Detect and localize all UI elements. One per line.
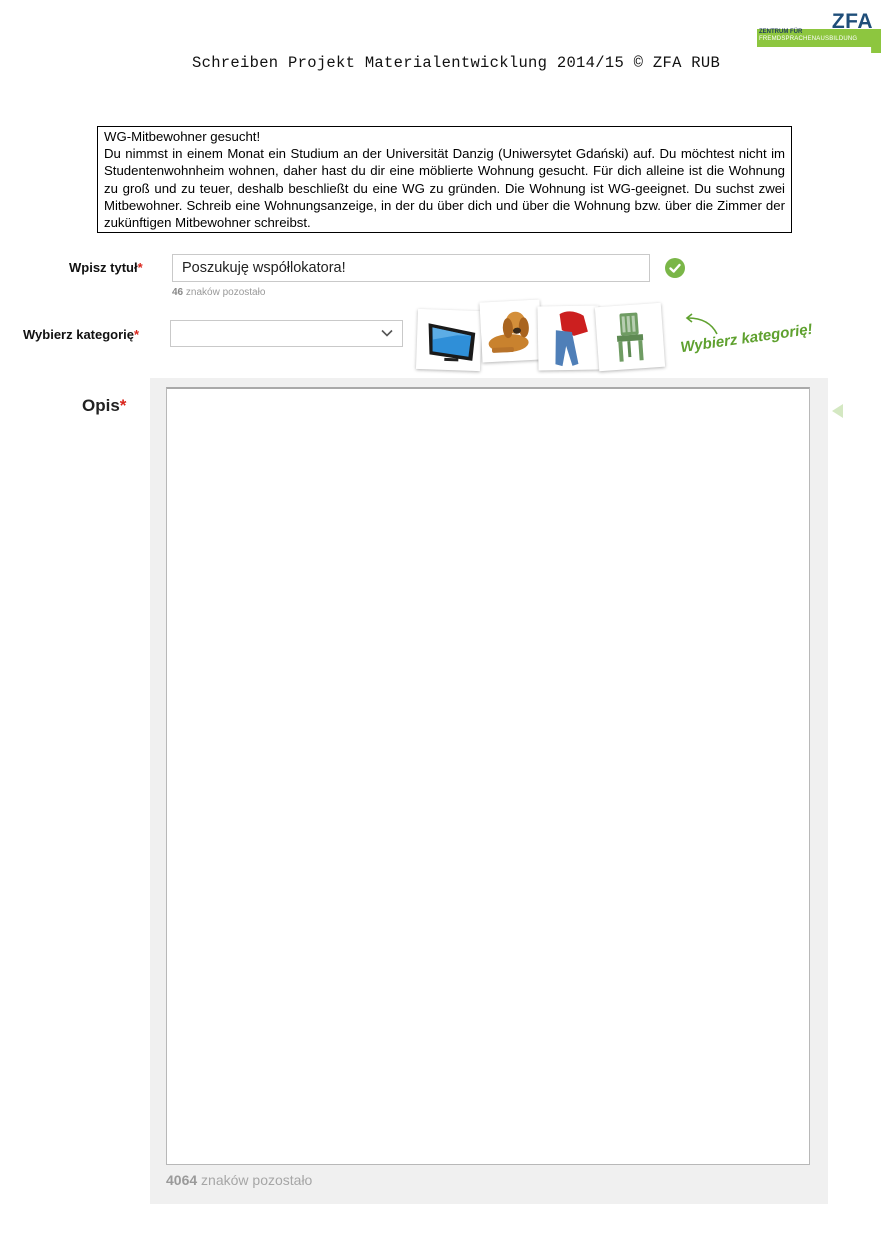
chevron-down-icon xyxy=(381,329,393,337)
category-label xyxy=(23,327,139,342)
logo-text: ZFA xyxy=(831,10,873,33)
title-label-text: Wpisz tytuł xyxy=(69,260,138,275)
title-label xyxy=(69,260,143,275)
tv-icon[interactable] xyxy=(416,309,482,371)
task-text: Du nimmst in einem Monat ein Studium an der Universität Danzig (Uniwersytet Gdański) auf. Du möchtest nicht im Studentenwohnheim wohnen, daher hast du dir eine möblierte Wohnung gesucht. Für dich alleine ist die Wohnung zu groß und zu teuer, deshalb beschließt du eine WG zu gründen. Die Wohnung ist WG-geeignet. Du suchst zwei Mitbewohner. Schreib eine Wohnungsanzeige, in der du über dich und über die Wohnung bzw. über die Zimmer der zukünftigen Mitbewohner schreibst. xyxy=(104,146,785,231)
logo-subtitle-2: FREMDSPRACHENAUSBILDUNG xyxy=(759,36,858,42)
description-counter-text: znaków pozostało xyxy=(197,1172,313,1188)
required-mark: * xyxy=(119,396,127,415)
category-label-text: Wybierz kategorię xyxy=(23,327,135,342)
side-pointer-icon xyxy=(832,404,843,418)
task-box xyxy=(97,126,792,233)
chair-icon[interactable] xyxy=(595,303,665,371)
document-header: Schreiben Projekt Materialentwicklung 2014/15 © ZFA RUB xyxy=(192,54,721,72)
category-hint: Wybierz kategorię! xyxy=(679,320,814,357)
logo-subtitle-1: ZENTRUM FÜR xyxy=(759,29,803,35)
title-counter-text: znaków pozostało xyxy=(183,287,266,298)
description-label xyxy=(82,396,126,416)
dog-icon[interactable] xyxy=(479,299,542,362)
title-input[interactable]: Poszukuję współlokatora! xyxy=(172,254,650,282)
title-char-counter xyxy=(172,287,265,298)
title-counter-number: 46 xyxy=(172,287,184,298)
description-label-text: Opis xyxy=(82,396,120,415)
valid-check-icon xyxy=(665,258,685,278)
description-char-counter xyxy=(166,1172,312,1188)
required-mark: * xyxy=(134,327,140,342)
task-title: WG-Mitbewohner gesucht! xyxy=(104,129,261,144)
description-editor xyxy=(150,378,828,1204)
clothes-icon[interactable] xyxy=(537,305,599,370)
category-select[interactable] xyxy=(170,320,403,347)
description-textarea[interactable] xyxy=(166,387,810,1165)
description-counter-number: 4064 xyxy=(166,1172,198,1188)
required-mark: * xyxy=(137,260,143,275)
zfa-logo xyxy=(757,10,881,56)
